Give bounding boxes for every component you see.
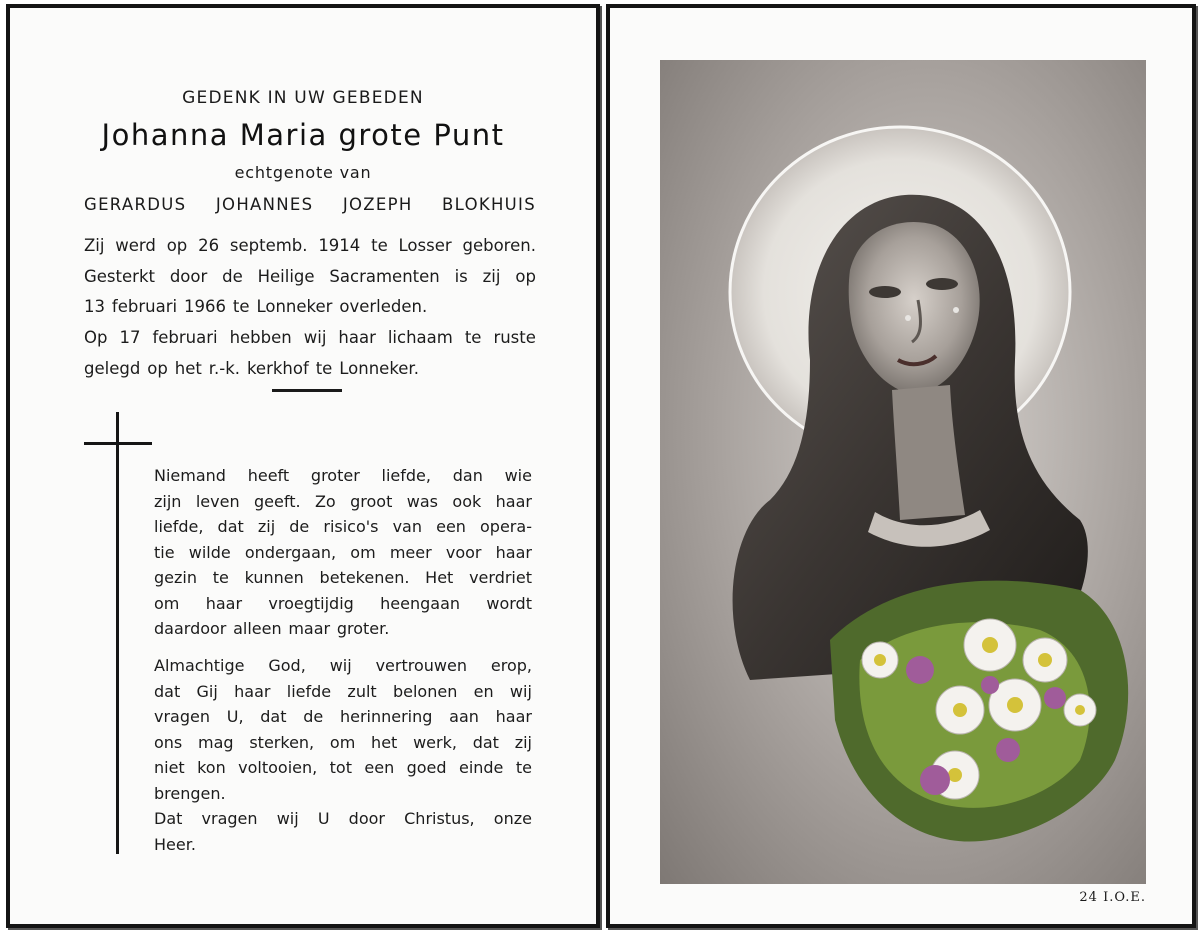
deceased-name: Johanna Maria grote Punt — [101, 118, 505, 152]
text-line: vragen U, dat de herinnering aan haar — [154, 707, 532, 726]
image-caption: 24 I.O.E. — [1079, 890, 1146, 905]
text-line: tie wilde ondergaan, om meer voor haar — [154, 542, 532, 562]
spouse-intro: echtgenote van — [234, 163, 372, 182]
header-remember: GEDENK IN UW GEBEDEN — [182, 88, 424, 108]
bio-line: Zij werd op 26 septemb. 1914 te Losser geboren. — [84, 236, 536, 255]
text-line: zijn leven geeft. Zo groot was ook haar — [154, 491, 532, 511]
madonna-picture — [660, 60, 1146, 884]
divider-line — [272, 389, 342, 392]
text-line: Almachtige God, wij vertrouwen erop, — [154, 656, 532, 675]
right-card-image-side — [606, 4, 1196, 928]
prayer-paragraph-1 — [154, 463, 532, 642]
spouse-name: GERARDUS JOHANNES JOZEPH BLOKHUIS — [84, 195, 536, 214]
text-line: ons mag sterken, om het werk, dat zij — [154, 732, 532, 752]
text-line: Heer. — [154, 834, 196, 854]
text-line: Dat vragen wij U door Christus, onze — [154, 809, 532, 828]
madonna-with-flowers-image — [660, 60, 1146, 884]
bio-line: Gesterkt door de Heilige Sacramenten is zij op — [84, 267, 536, 286]
text-line: gezin te kunnen betekenen. Het verdriet — [154, 568, 532, 587]
text-line: brengen. — [154, 783, 226, 803]
text-line: dat Gij haar liefde zult belonen en wij — [154, 681, 532, 701]
text-line: Niemand heeft groter liefde, dan wie — [154, 466, 532, 485]
bio-line: 13 februari 1966 te Lonneker overleden. — [84, 297, 428, 316]
flower-bouquet — [830, 581, 1128, 842]
bio-line: gelegd op het r.-k. kerkhof te Lonneker. — [84, 359, 419, 378]
text-line: om haar vroegtijdig heengaan wordt — [154, 593, 532, 613]
left-card-text-side — [6, 4, 600, 928]
prayer-paragraph-2 — [154, 653, 532, 857]
text-line: niet kon voltooien, tot een goed einde te — [154, 758, 532, 777]
bio-line: Op 17 februari hebben wij haar lichaam te ruste — [84, 328, 536, 347]
text-line: liefde, dat zij de risico's van een opera- — [154, 517, 532, 536]
text-line: daardoor alleen maar groter. — [154, 619, 390, 638]
